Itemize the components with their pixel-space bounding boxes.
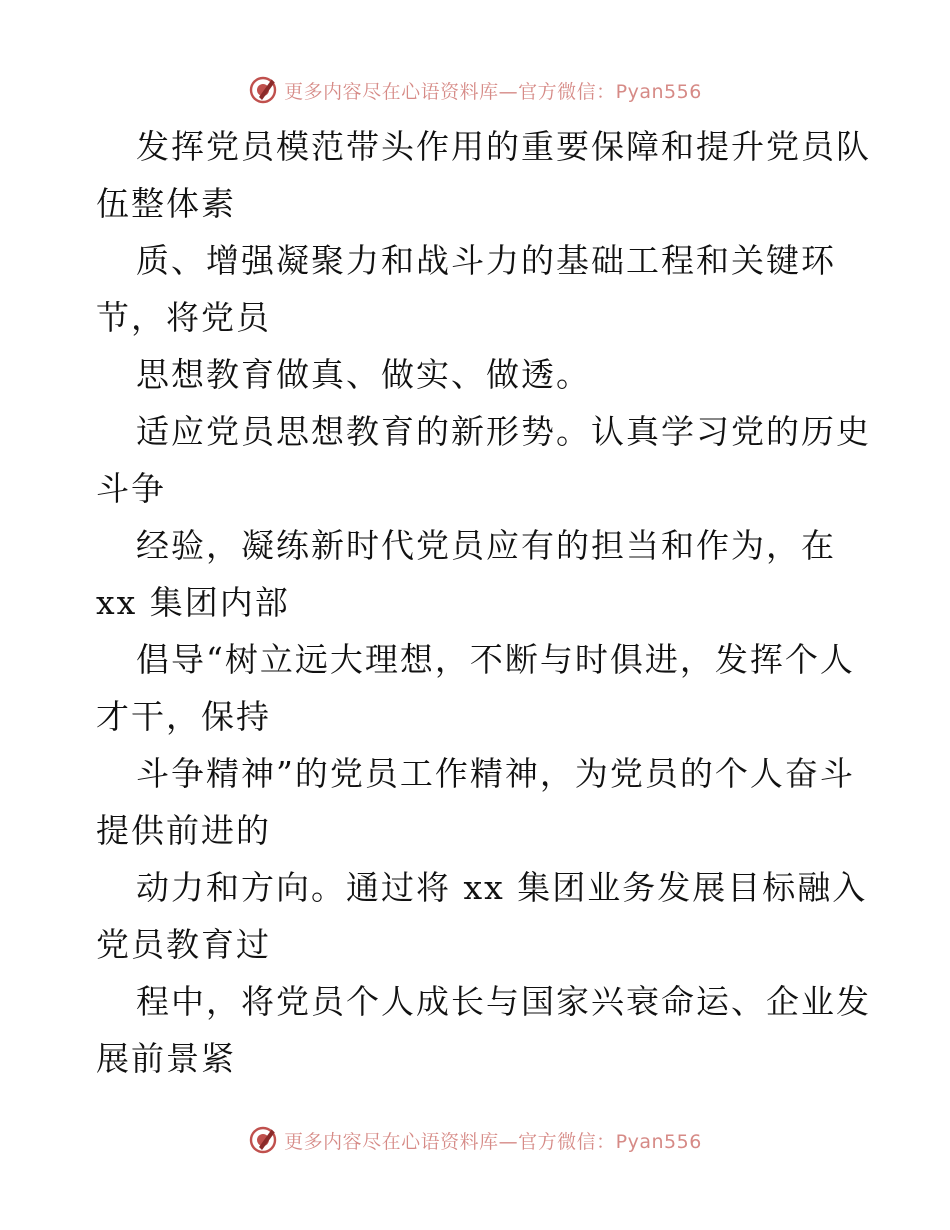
text-line: 提供前进的 <box>96 811 271 850</box>
header-watermark-text: 更多内容尽在心语资料库—官方微信：Pyan556 <box>284 80 702 103</box>
footer-watermark-text: 更多内容尽在心语资料库—官方微信：Pyan556 <box>284 1130 702 1153</box>
text-line: 才干，保持 <box>96 697 271 736</box>
text-line: 斗争 <box>96 469 166 508</box>
text-line: 适应党员思想教育的新形势。认真学习党的历史 <box>136 412 871 451</box>
text-line: 动力和方向。通过将 xx 集团业务发展目标融入 <box>136 868 868 907</box>
pen-logo-icon <box>248 75 278 105</box>
text-line: 节，将党员 <box>96 298 271 337</box>
document-body <box>96 118 871 1087</box>
text-line: 质、增强凝聚力和战斗力的基础工程和关键环 <box>136 241 836 280</box>
pen-logo-icon <box>248 1125 278 1155</box>
header-watermark <box>0 70 950 110</box>
text-line: 思想教育做真、做实、做透。 <box>136 355 591 394</box>
text-line: 程中，将党员个人成长与国家兴衰命运、企业发 <box>136 982 871 1021</box>
text-line: 斗争精神”的党员工作精神，为党员的个人奋斗 <box>136 754 855 793</box>
text-line: 倡导“树立远大理想，不断与时俱进，发挥个人 <box>136 640 855 679</box>
text-line: 发挥党员模范带头作用的重要保障和提升党员队 <box>136 127 871 166</box>
text-line: 伍整体素 <box>96 184 236 223</box>
text-line: xx 集团内部 <box>96 583 290 622</box>
text-line: 展前景紧 <box>96 1039 236 1078</box>
text-line: 党员教育过 <box>96 925 271 964</box>
text-line: 经验，凝练新时代党员应有的担当和作为，在 <box>136 526 836 565</box>
footer-watermark <box>0 1120 950 1160</box>
